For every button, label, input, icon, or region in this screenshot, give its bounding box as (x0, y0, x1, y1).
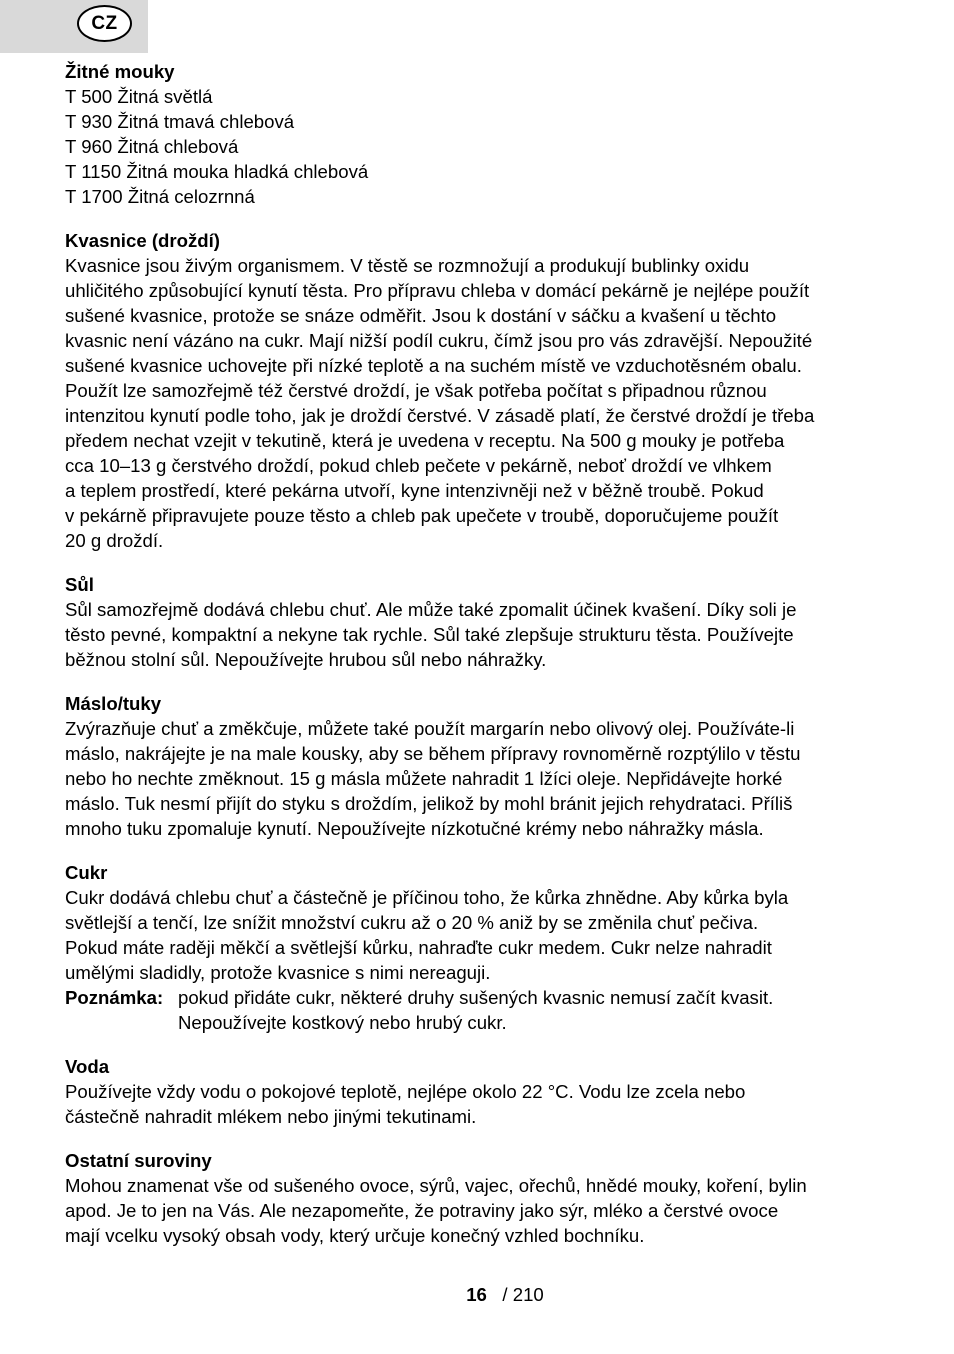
text-line: Používejte vždy vodu o pokojové teplotě, nejlépe okolo 22 °C. Vodu lze zcela nebo (65, 1081, 746, 1102)
text-line: Mohou znamenat vše od sušeného ovoce, sýrů, vajec, ořechů, hnědé mouky, koření, bylin (65, 1175, 807, 1196)
text-line: T 500 Žitná světlá (65, 86, 213, 107)
text-line: Použít lze samozřejmě též čerstvé droždí, je však potřeba počítat s připadnou různou (65, 380, 767, 401)
text-line: Sůl samozřejmě dodává chlebu chuť. Ale může také zpomalit účinek kvašení. Díky soli je (65, 599, 797, 620)
text-line: Zvýrazňuje chuť a změkčuje, můžete také použít margarín nebo olivový olej. Používáte-li (65, 718, 795, 739)
note (65, 985, 905, 1035)
section-rye (65, 59, 905, 209)
section-sugar (65, 860, 905, 1035)
text-line: T 1700 Žitná celozrnná (65, 186, 255, 207)
text-line: uhličitého způsobující kynutí těsta. Pro přípravu chleba v domácí pekárně je nejlépe použít (65, 280, 810, 301)
section-other (65, 1148, 905, 1248)
language-tab (0, 0, 148, 53)
text-line: světlejší a tenčí, lze snížit množství cukru až o 20 % aniž by se změnila chuť pečiva. (65, 912, 759, 933)
section-heading: Ostatní suroviny (65, 1150, 212, 1171)
text-line: předem nechat vzejit v tekutině, která je uvedena v receptu. Na 500 g mouky je potřeba (65, 430, 785, 451)
text-line: a teplem prostředí, které pekárna utvoří, kyne intenzivněji než v běžně troubě. Pokud (65, 480, 764, 501)
section-heading: Kvasnice (droždí) (65, 230, 220, 251)
note-body (178, 985, 773, 1035)
text-line: sušené kvasnice, protože se snáze odměřit. Jsou k dostání v sáčku a kvašení u těchto (65, 305, 777, 326)
text-line: nebo ho nechte změknout. 15 g másla můžete nahradit 1 lžíci oleje. Nepřidávejte horké (65, 768, 783, 789)
page-current: 16 (466, 1284, 487, 1305)
document-body (65, 59, 905, 1267)
text-line: Pokud máte raději měkčí a světlejší kůrku, nahraďte cukr medem. Cukr nelze nahradit (65, 937, 772, 958)
text-line: sušené kvasnice uchovejte při nízké teplotě a na suchém místě ve vzduchotěsném obalu. (65, 355, 802, 376)
text-line: částečně nahradit mlékem nebo jinými tekutinami. (65, 1106, 477, 1127)
language-badge: CZ (77, 5, 132, 42)
page-total: / 210 (502, 1284, 544, 1305)
section-yeast (65, 228, 905, 553)
text-line: T 1150 Žitná mouka hladká chlebová (65, 161, 369, 182)
note-line: pokud přidáte cukr, některé druhy sušených kvasnic nemusí začít kvasit. (178, 987, 774, 1008)
section-salt (65, 572, 905, 672)
text-line: 20 g droždí. (65, 530, 164, 551)
section-water (65, 1054, 905, 1129)
text-line: Cukr dodává chlebu chuť a částečně je příčinou toho, že kůrka zhnědne. Aby kůrka byla (65, 887, 789, 908)
text-line: T 930 Žitná tmavá chlebová (65, 111, 295, 132)
text-line: máslo. Tuk nesmí přijít do styku s droždím, jelikož by mohl bránit jejich rehydrataci. Příliš (65, 793, 793, 814)
text-line: intenzitou kynutí podle toho, jak je droždí čerstvé. V zásadě platí, že čerstvé droždí je třeba (65, 405, 815, 426)
section-heading: Cukr (65, 862, 108, 883)
text-line: umělými sladidly, protože kvasnice s nimi nereaguji. (65, 962, 491, 983)
section-heading: Voda (65, 1056, 110, 1077)
section-heading: Žitné mouky (65, 61, 175, 82)
text-line: kvasnic není vázáno na cukr. Mají nižší podíl cukru, čímž jsou pro vás zdravější. Nepoužité (65, 330, 813, 351)
text-line: máslo, nakrájejte je na male kousky, aby se během přípravy rovnoměrně rozptýlilo v těstu (65, 743, 801, 764)
section-heading: Sůl (65, 574, 94, 595)
section-heading: Máslo/tuky (65, 693, 162, 714)
text-line: mají vcelku vysoký obsah vody, který určuje konečný vzhled bochníku. (65, 1225, 645, 1246)
text-line: v pekárně připravujete pouze těsto a chleb pak upečete v troubě, doporučujeme použít (65, 505, 779, 526)
note-label: Poznámka: (65, 987, 164, 1008)
text-line: těsto pevné, kompaktní a nekyne tak rychle. Sůl také zlepšuje strukturu těsta. Používejte (65, 624, 794, 645)
text-line: apod. Je to jen na Vás. Ale nezapomeňte, že potraviny jako sýr, mléko a čerstvé ovoce (65, 1200, 779, 1221)
text-line: mnoho tuku zpomaluje kynutí. Nepoužívejte nízkotučné krémy nebo náhražky másla. (65, 818, 764, 839)
page-number (0, 1282, 954, 1307)
note-line: Nepoužívejte kostkový nebo hrubý cukr. (178, 1012, 507, 1033)
text-line: cca 10–13 g čerstvého droždí, pokud chleb pečete v pekárně, neboť droždí ve vlhkem (65, 455, 772, 476)
text-line: T 960 Žitná chlebová (65, 136, 239, 157)
text-line: Kvasnice jsou živým organismem. V těstě se rozmnožují a produkují bublinky oxidu (65, 255, 750, 276)
section-butter (65, 691, 905, 841)
text-line: běžnou stolní sůl. Nepoužívejte hrubou sůl nebo náhražky. (65, 649, 547, 670)
